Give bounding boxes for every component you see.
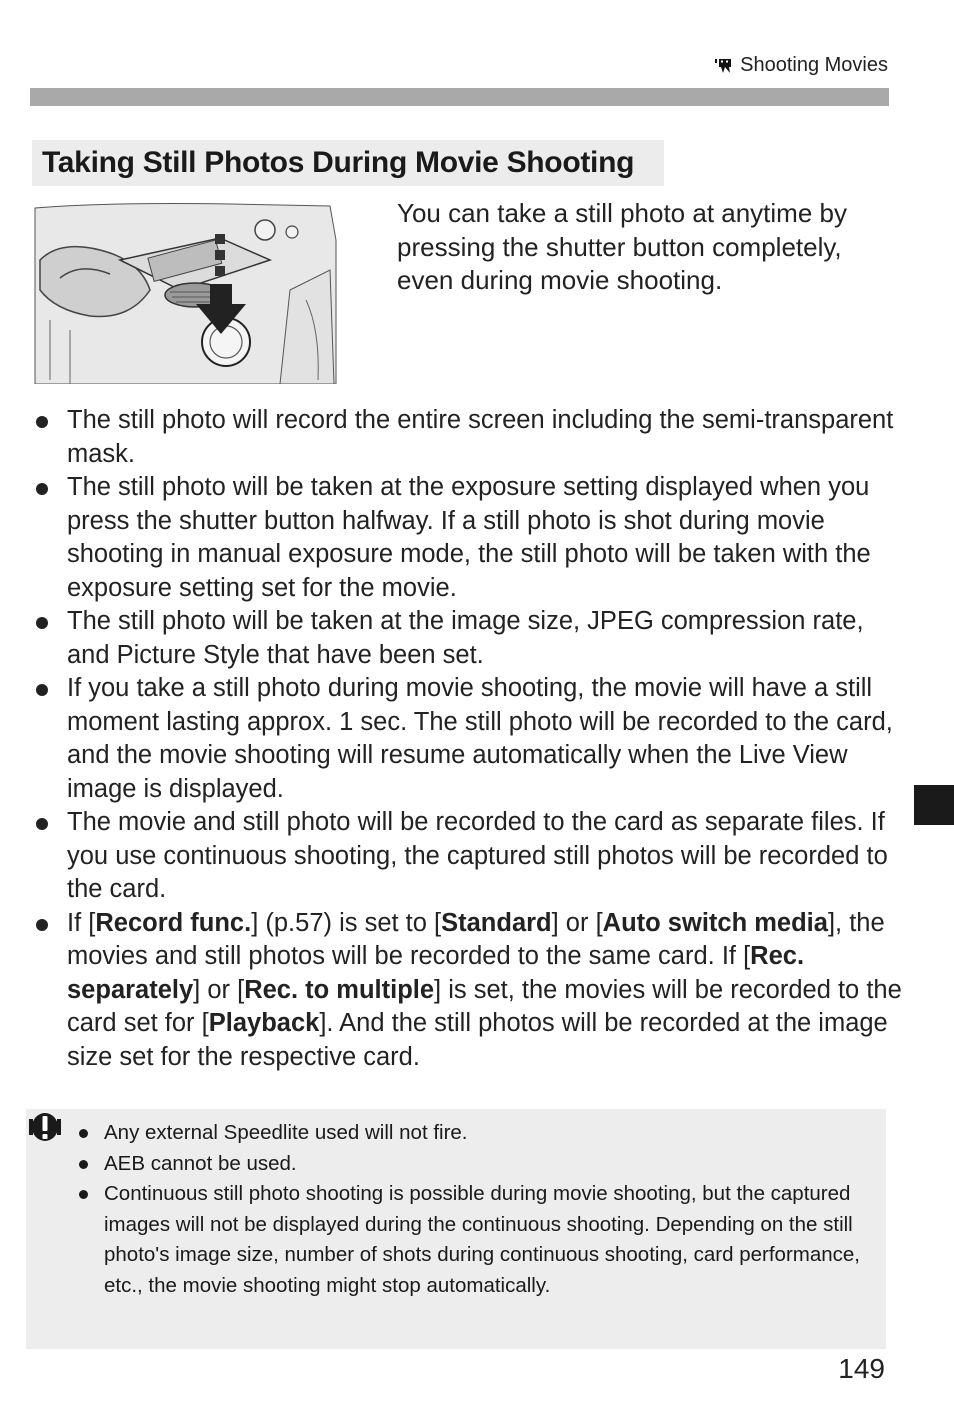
note-text: The still photo will be taken at the exposure setting displayed when you press the shutter button halfway. If a still photo is shot during movie shooting in manual exposure mode, the still photo will be taken with the exposure setting set for the movie. (67, 473, 871, 602)
note-text: ] or [ (551, 908, 603, 937)
note-text: ], the movies and still photos will be recorded to the same card. If [ (67, 908, 885, 970)
note-item (36, 907, 906, 1075)
intro-paragraph: You can take a still photo at anytime by pressing the shutter button completely, even during movie shooting. (397, 198, 847, 295)
page-number: 149 (838, 1353, 885, 1384)
note-text: ] (p.57) is set to [ (251, 908, 442, 937)
note-item (36, 806, 906, 907)
menu-setting-name: Record func. (95, 908, 252, 937)
menu-setting-name: Standard (441, 908, 552, 937)
note-text: ]. And the still photos will be recorded at the image size set for the respective card. (67, 1009, 888, 1071)
menu-setting-name: Rec. to multiple (244, 975, 435, 1004)
note-text: If [ (67, 908, 96, 937)
note-text: If you take a still photo during movie shooting, the movie will have a still moment lasting approx. 1 sec. The still photo will be recorded to the card, and the movie shooting will resume automatically when the Live View image is displayed. (67, 674, 893, 803)
caution-list (76, 1118, 876, 1301)
camera-shutter-illustration (30, 200, 338, 384)
menu-setting-name: Playback (208, 1009, 320, 1037)
note-text: The still photo will be taken at the image size, JPEG compression rate, and Picture Style that have been set. (67, 607, 864, 669)
caution-item: Any external Speedlite used will not fire. (76, 1118, 876, 1149)
header-bar (30, 88, 889, 106)
caution-icon (27, 1111, 63, 1145)
note-item (36, 404, 906, 471)
note-item (36, 471, 906, 605)
note-item (36, 605, 906, 672)
caution-item: Continuous still photo shooting is possible during movie shooting, but the captured images will not be displayed during the continuous shooting. Depending on the still photo's image size, number of shots during continuous shooting, card performance, etc., the movie shooting might stop automatically. (76, 1179, 876, 1301)
menu-setting-name: Rec. separately (67, 942, 805, 1004)
note-text: ] is set, the movies will be recorded to the card set for [ (67, 975, 902, 1037)
caution-item: AEB cannot be used. (76, 1149, 876, 1180)
running-header (714, 54, 888, 77)
note-text: The still photo will record the entire screen including the semi-transparent mask. (67, 406, 894, 468)
note-text: ] or [ (193, 975, 245, 1004)
section-title: Taking Still Photos During Movie Shooting (32, 140, 664, 186)
movie-camera-icon (714, 58, 732, 74)
section-label: Shooting Movies (740, 54, 888, 76)
note-item (36, 672, 906, 806)
chapter-tab-marker (914, 785, 954, 825)
menu-setting-name: Auto switch media (602, 908, 828, 937)
notes-list (36, 404, 906, 1074)
note-text: The movie and still photo will be recorded to the card as separate files. If you use continuous shooting, the captured still photos will be recorded to the card. (67, 808, 888, 903)
